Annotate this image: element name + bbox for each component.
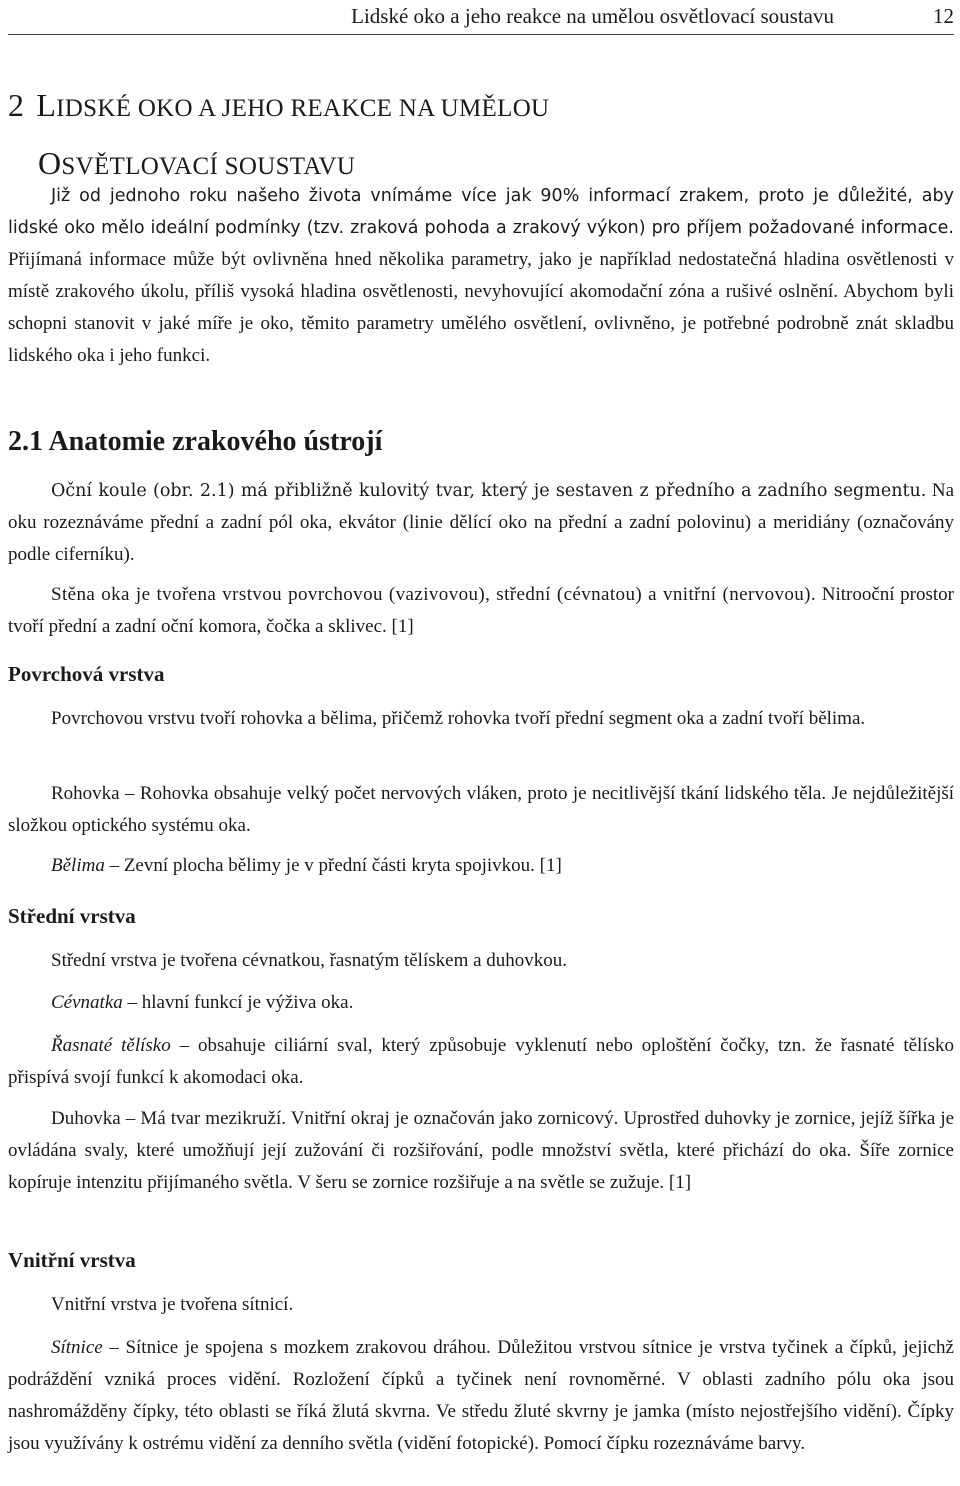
chapter-title-line1: IDSKÉ OKO A JEHO REAKCE NA UMĚLOU bbox=[56, 95, 550, 122]
term-cevnatka: Cévnatka bbox=[51, 992, 123, 1013]
anatomy-paragraph-2 bbox=[8, 579, 954, 643]
cevnatka-text: hlavní funkcí je výživa oka. bbox=[141, 992, 354, 1013]
intro-text-b: Abychom byli schopni stanovit v jaké míře je oko, těmito parametry umělého osvětlení, ovlivněno, je potřebné podrobně znát skladbu lidského oka i jeho funkci. bbox=[8, 281, 954, 366]
rasnate-text: obsahuje ciliární sval, který způsobuje vyklenutí nebo oploštění čočky, tzn. že řasnaté tělísko přispívá svojí funkcí k akomodaci oka. bbox=[8, 1035, 954, 1088]
intro-text-a: Přijímaná informace může být ovlivněna hned několika parametry, jako je například nedostatečná hladina osvětlenosti v místě zrakového úkolu, příliš vysoká hladina osvětlenosti, nevyhovující akomodační zóna a rušivé oslnění. bbox=[8, 249, 954, 302]
term-belima: Bělima bbox=[51, 855, 105, 876]
chapter-title-initial-2: O bbox=[38, 145, 62, 181]
vnitrni-paragraph-1: Vnitřní vrstva je tvořena sítnicí. bbox=[51, 1294, 294, 1315]
stredni-paragraph-cevnatka bbox=[8, 987, 954, 1019]
anatomy-p1-a: Oční koule (obr. 2.1) má přibližně kulovitý tvar, který je sestaven z předního a zadního segmentu. bbox=[51, 481, 927, 501]
belima-text: Zevní plocha bělimy je v přední části kryta spojivkou. [1] bbox=[123, 855, 562, 876]
chapter-title-initial: L bbox=[36, 87, 57, 123]
chapter-title-line2: SVĚTLOVACÍ SOUSTAVU bbox=[61, 153, 356, 180]
anatomy-p2-a: Stěna oka je tvořena vrstvou povrchovou (vazivovou), střední (cévnatou) a vnitřní (nervovou). bbox=[51, 584, 817, 605]
subheading-povrchova: Povrchová vrstva bbox=[8, 662, 165, 686]
sitnice-text-a: Sítnice je spojena s mozkem zrakovou dráhou. bbox=[125, 1337, 491, 1358]
anatomy-paragraph-1 bbox=[8, 475, 954, 571]
term-rasnate-telisko: Řasnaté tělísko bbox=[51, 1035, 171, 1056]
sitnice-text-b: Důležitou vrstvou sítnice je vrstva tyčinek a čípků, jejichž podráždění vzniká proces vidění. Rozložení čípků a tyčinek není rovnoměrné. V oblasti zadního pólu oka jsou nashromážděny čípky, této oblasti se říká žlutá skvrna. Ve středu žluté skvrny je jamka (místo nejostřejšího vidění). Čípky jsou využívány k ostrému vidění za denního světla (vidění fotopické). Pomocí čípku rozeznáváme barvy. bbox=[8, 1337, 954, 1454]
intro-paragraph bbox=[8, 180, 954, 372]
anatomy-p1-b: Na oku rozeznáváme přední a zadní pól oka, ekvátor (linie dělící oko na přední a zadní polovinu) a meridiány (označovány podle ciferníku). bbox=[8, 480, 954, 565]
stredni-paragraph-duhovka bbox=[8, 1103, 954, 1199]
dash: – bbox=[109, 1337, 119, 1358]
dash: – bbox=[125, 783, 135, 804]
section-heading-2-1: 2.1 Anatomie zrakového ústrojí bbox=[8, 426, 383, 457]
dash: – bbox=[109, 855, 120, 876]
term-rohovka: Rohovka bbox=[51, 783, 120, 804]
rohovka-text: Rohovka obsahuje velký počet nervových vláken, proto je necitlivější tkání lidského těla. Je nejdůležitější složkou optického systému oka. bbox=[8, 783, 955, 836]
povrchova-paragraph-belima bbox=[8, 850, 954, 882]
povrchova-paragraph-1: Povrchovou vrstvu tvoří rohovka a bělima, přičemž rohovka tvoří přední segment oka a zadní tvoří bělima. bbox=[51, 708, 866, 729]
dash: – bbox=[127, 992, 138, 1013]
intro-sans-text: Již od jednoho roku našeho života vnímáme více jak 90% informací zrakem, proto je důležité, aby lidské oko mělo ideální podmínky (tzv. zraková pohoda a zrakový výkon) pro příjem požadované informace. bbox=[8, 186, 954, 238]
duhovka-text-b: Vnitřní okraj je označován jako zornicový. Uprostřed duhovky je zornice, jejíž šířka je ovládána svaly, které umožňují její zužování či rozšiřování, podle množství světla, které přichází do oka. Šíře zornice kopíruje intenzitu přijímaného světla. V šeru se zornice rozšiřuje a na světle se zužuje. [1] bbox=[8, 1108, 955, 1193]
page-number: 12 bbox=[933, 4, 954, 28]
vnitrni-paragraph-sitnice bbox=[8, 1332, 954, 1460]
stredni-paragraph-1: Střední vrstva je tvořena cévnatkou, řasnatým tělískem a duhovkou. bbox=[51, 950, 568, 971]
term-sitnice: Sítnice bbox=[51, 1337, 103, 1358]
chapter-number: 2 bbox=[8, 87, 25, 123]
anatomy-p2-b: Nitrooční prostor tvoří přední a zadní oční komora, čočka a sklivec. [1] bbox=[8, 584, 955, 637]
running-header bbox=[8, 4, 954, 35]
subheading-stredni: Střední vrstva bbox=[8, 904, 136, 928]
dash: – bbox=[179, 1035, 190, 1056]
term-duhovka: Duhovka bbox=[51, 1108, 121, 1129]
chapter-title bbox=[8, 78, 954, 194]
running-header-title: Lidské oko a jeho reakce na umělou osvětlovací soustavu bbox=[351, 4, 834, 28]
povrchova-paragraph-rohovka bbox=[8, 778, 954, 842]
stredni-paragraph-rasnate bbox=[8, 1030, 954, 1094]
duhovka-text-a: Má tvar mezikruží. bbox=[140, 1108, 287, 1129]
subheading-vnitrni: Vnitřní vrstva bbox=[8, 1248, 136, 1272]
dash: – bbox=[125, 1108, 136, 1129]
